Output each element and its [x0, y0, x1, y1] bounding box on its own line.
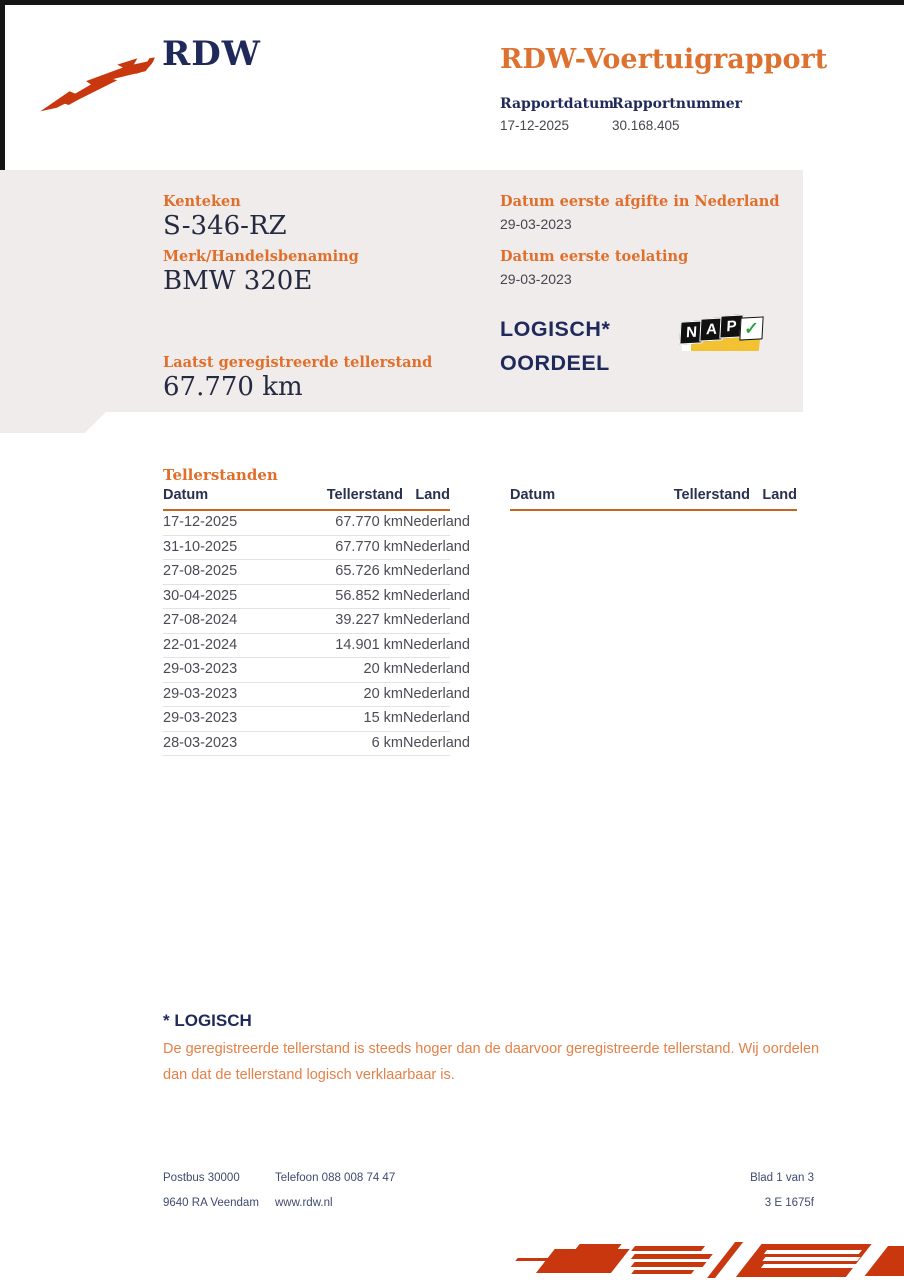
cell-land: Nederland — [403, 734, 470, 751]
cell-datum: 30-04-2025 — [163, 587, 238, 604]
cell-land: Nederland — [403, 685, 470, 702]
table-header-row — [163, 487, 450, 511]
rdw-wordmark: RDW — [162, 34, 261, 74]
col-datum: Datum — [163, 487, 209, 503]
bottom-swoosh-graphic-icon — [500, 1232, 904, 1280]
cell-land: Nederland — [403, 563, 470, 579]
toelating-label: Datum eerste toelating — [500, 248, 689, 265]
table-row — [163, 511, 470, 536]
cell-land: Nederland — [403, 661, 470, 677]
cell-land: Nederland — [403, 636, 470, 653]
nap-letter-n: N — [679, 320, 703, 344]
tellerstand-label: Laatst geregistreerde tellerstand — [163, 354, 433, 371]
cell-datum: 31-10-2025 — [163, 538, 238, 555]
cell-datum: 27-08-2024 — [163, 612, 238, 628]
tellerstanden-title: Tellerstanden — [163, 466, 278, 484]
logisch-note-title: * LOGISCH — [163, 1011, 252, 1030]
cell-tellerstand: 56.852 km — [335, 587, 403, 604]
top-edge-bar — [0, 0, 904, 5]
cell-tellerstand: 14.901 km — [335, 636, 403, 653]
table-row — [163, 658, 470, 683]
cell-land: Nederland — [403, 710, 470, 726]
table-row — [163, 707, 470, 732]
cell-land: Nederland — [403, 612, 470, 628]
afgifte-label: Datum eerste afgifte in Nederland — [500, 193, 780, 210]
cell-land: Nederland — [403, 538, 470, 555]
table-row — [163, 683, 470, 708]
page-title: RDW-Voertuigrapport — [500, 44, 828, 75]
footer-website: www.rdw.nl — [275, 1197, 333, 1209]
col-tellerstand: Tellerstand — [326, 487, 403, 503]
footer-address-line1: Postbus 30000 — [163, 1172, 240, 1184]
footer-page-indicator: Blad 1 van 3 — [750, 1172, 814, 1184]
oordeel-text — [500, 312, 610, 380]
table-row — [163, 634, 470, 659]
cell-tellerstand: 67.770 km — [335, 514, 403, 530]
report-number-value: 30.168.405 — [612, 118, 680, 133]
report-date-value: 17-12-2025 — [500, 118, 570, 133]
footer-form-code: 3 E 1675f — [764, 1197, 814, 1209]
col-tellerstand-right: Tellerstand — [673, 487, 750, 503]
cell-datum: 29-03-2023 — [163, 710, 238, 726]
table-row — [163, 536, 470, 561]
cell-tellerstand: 39.227 km — [335, 612, 403, 628]
cell-land: Nederland — [403, 514, 470, 530]
report-date-label: Rapportdatum — [500, 96, 615, 112]
oordeel-line2: OORDEEL — [500, 351, 610, 375]
merk-value: BMW 320E — [163, 266, 313, 296]
footer-phone: Telefoon 088 008 74 47 — [275, 1172, 396, 1184]
col-land-right: Land — [762, 487, 797, 503]
cell-datum: 27-08-2025 — [163, 563, 238, 579]
nap-check-icon: ✓ — [739, 316, 763, 340]
merk-label: Merk/Handelsbenaming — [163, 248, 359, 265]
logisch-note-body: De geregistreerde tellerstand is steeds hoger dan de daarvoor geregistreerde tellerstand. Wij oordelen dan dat de tellerstand logisch verklaarbaar is. — [163, 1041, 820, 1083]
cell-tellerstand: 15 km — [363, 710, 403, 726]
report-number-label: Rapportnummer — [612, 96, 743, 112]
footer-address-line2: 9640 RA Veendam — [163, 1197, 259, 1209]
tellerstanden-table-right — [510, 487, 797, 511]
cell-datum: 28-03-2023 — [163, 734, 238, 751]
table-row — [163, 609, 470, 634]
rdw-logo-icon — [36, 50, 160, 116]
left-edge-bar — [0, 0, 5, 170]
kenteken-value: S-346-RZ — [163, 211, 287, 241]
table-row — [163, 585, 470, 610]
col-land: Land — [415, 487, 450, 503]
table-body — [163, 511, 470, 756]
table-row — [163, 560, 470, 585]
nap-logo-icon — [678, 312, 762, 356]
summary-panel-notch — [0, 412, 106, 433]
tellerstand-value: 67.770 km — [163, 372, 303, 402]
cell-tellerstand: 20 km — [363, 685, 403, 702]
nap-letter-a: A — [699, 317, 723, 341]
tellerstanden-table — [163, 487, 470, 756]
kenteken-label: Kenteken — [163, 193, 241, 210]
cell-datum: 29-03-2023 — [163, 661, 238, 677]
table-row — [163, 732, 470, 757]
cell-tellerstand: 65.726 km — [335, 563, 403, 579]
cell-datum: 17-12-2025 — [163, 514, 238, 530]
table-header-row-right — [510, 487, 797, 511]
toelating-value: 29-03-2023 — [500, 271, 572, 287]
cell-tellerstand: 6 km — [371, 734, 403, 751]
cell-tellerstand: 20 km — [363, 661, 403, 677]
cell-datum: 29-03-2023 — [163, 685, 238, 702]
cell-land: Nederland — [403, 587, 470, 604]
afgifte-value: 29-03-2023 — [500, 216, 572, 232]
nap-letter-p: P — [719, 314, 743, 338]
cell-datum: 22-01-2024 — [163, 636, 238, 653]
col-datum-right: Datum — [510, 487, 556, 503]
cell-tellerstand: 67.770 km — [335, 538, 403, 555]
oordeel-line1: LOGISCH* — [500, 317, 611, 341]
